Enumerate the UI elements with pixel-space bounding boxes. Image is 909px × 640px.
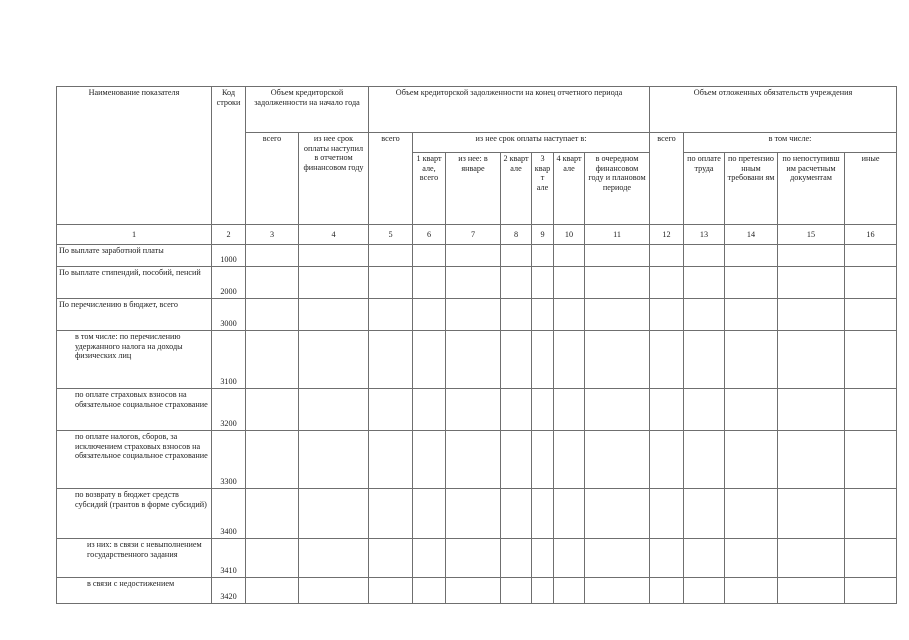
value-cell[interactable] (585, 539, 650, 578)
header-code: Код строки (212, 87, 246, 225)
row-label: из них: в связи с невыполнением государственного задания (57, 539, 212, 578)
row-code: 3200 (212, 389, 246, 431)
col-number: 1 (57, 225, 212, 245)
value-cell[interactable] (725, 299, 778, 331)
value-cell[interactable] (845, 431, 897, 489)
value-cell[interactable] (246, 299, 299, 331)
row-label: По выплате стипендий, пособий, пенсий (57, 267, 212, 299)
header-q1: 1 кварт але, всего (413, 153, 446, 225)
col-number: 7 (446, 225, 501, 245)
value-cell[interactable] (650, 267, 684, 299)
value-cell[interactable] (778, 245, 845, 267)
header-labor: по оплате труда (684, 153, 725, 225)
header-begin-total: всего (246, 133, 299, 225)
value-cell[interactable] (684, 267, 725, 299)
value-cell[interactable] (369, 578, 413, 604)
value-cell[interactable] (845, 389, 897, 431)
value-cell[interactable] (725, 245, 778, 267)
value-cell[interactable] (650, 539, 684, 578)
header-begin-group: Объем кредиторской задолженности на начало года (246, 87, 369, 133)
col-number: 3 (246, 225, 299, 245)
value-cell[interactable] (501, 431, 532, 489)
value-cell[interactable] (684, 539, 725, 578)
value-cell[interactable] (246, 489, 299, 539)
col-number: 2 (212, 225, 246, 245)
value-cell[interactable] (369, 267, 413, 299)
header-docs: по непоступивш им расчетным документам (778, 153, 845, 225)
report-sheet (56, 86, 896, 604)
value-cell[interactable] (554, 539, 585, 578)
row-label: По выплате заработной платы (57, 245, 212, 267)
header-end-due-group: из нее срок оплаты наступает в: (413, 133, 650, 153)
value-cell[interactable] (684, 299, 725, 331)
row-label: в том числе: по перечислению удержанного налога на доходы физических лиц (57, 331, 212, 389)
value-cell[interactable] (246, 389, 299, 431)
col-number: 11 (585, 225, 650, 245)
value-cell[interactable] (446, 431, 501, 489)
value-cell[interactable] (501, 539, 532, 578)
row-label: по оплате налогов, сборов, за исключением страховых взносов на обязательное социальное страхование (57, 431, 212, 489)
value-cell[interactable] (845, 299, 897, 331)
value-cell[interactable] (725, 431, 778, 489)
table-row (57, 299, 897, 331)
payables-table (56, 86, 897, 604)
value-cell[interactable] (369, 331, 413, 389)
value-cell[interactable] (446, 539, 501, 578)
header-q4: 4 кварт але (554, 153, 585, 225)
value-cell[interactable] (554, 331, 585, 389)
header-incl: в том числе: (684, 133, 897, 153)
value-cell[interactable] (369, 489, 413, 539)
header-name: Наименование показателя (57, 87, 212, 225)
col-number: 9 (532, 225, 554, 245)
value-cell[interactable] (299, 267, 369, 299)
value-cell[interactable] (413, 489, 446, 539)
header-q3: 3 кварт але (532, 153, 554, 225)
value-cell[interactable] (725, 331, 778, 389)
row-code: 3300 (212, 431, 246, 489)
value-cell[interactable] (501, 578, 532, 604)
value-cell[interactable] (446, 489, 501, 539)
value-cell[interactable] (299, 299, 369, 331)
value-cell[interactable] (532, 331, 554, 389)
value-cell[interactable] (778, 539, 845, 578)
value-cell[interactable] (845, 539, 897, 578)
value-cell[interactable] (501, 389, 532, 431)
value-cell[interactable] (585, 389, 650, 431)
table-row (57, 331, 897, 389)
value-cell[interactable] (532, 389, 554, 431)
value-cell[interactable] (684, 489, 725, 539)
value-cell[interactable] (684, 245, 725, 267)
header-q2: 2 кварт але (501, 153, 532, 225)
col-number: 15 (778, 225, 845, 245)
value-cell[interactable] (554, 389, 585, 431)
value-cell[interactable] (413, 331, 446, 389)
header-row-1 (57, 87, 897, 133)
table-row (57, 389, 897, 431)
value-cell[interactable] (778, 389, 845, 431)
table-row (57, 431, 897, 489)
value-cell[interactable] (650, 578, 684, 604)
value-cell[interactable] (501, 489, 532, 539)
header-claims: по претензио нным требовани ям (725, 153, 778, 225)
col-number: 12 (650, 225, 684, 245)
value-cell[interactable] (246, 539, 299, 578)
value-cell[interactable] (501, 299, 532, 331)
header-deferred-total: всего (650, 133, 684, 225)
col-number: 14 (725, 225, 778, 245)
value-cell[interactable] (725, 578, 778, 604)
table-row (57, 539, 897, 578)
value-cell[interactable] (413, 578, 446, 604)
value-cell[interactable] (684, 331, 725, 389)
value-cell[interactable] (650, 331, 684, 389)
row-code: 3000 (212, 299, 246, 331)
value-cell[interactable] (778, 331, 845, 389)
value-cell[interactable] (413, 299, 446, 331)
value-cell[interactable] (725, 489, 778, 539)
value-cell[interactable] (845, 245, 897, 267)
header-end-total: всего (369, 133, 413, 225)
value-cell[interactable] (446, 389, 501, 431)
value-cell[interactable] (532, 539, 554, 578)
column-number-row (57, 225, 897, 245)
value-cell[interactable] (650, 389, 684, 431)
value-cell[interactable] (845, 267, 897, 299)
col-number: 5 (369, 225, 413, 245)
value-cell[interactable] (684, 389, 725, 431)
table-row (57, 489, 897, 539)
header-next-period: в очередном финансовом году и плановом периоде (585, 153, 650, 225)
value-cell[interactable] (299, 578, 369, 604)
value-cell[interactable] (299, 389, 369, 431)
value-cell[interactable] (554, 431, 585, 489)
header-end-group: Объем кредиторской задолженности на конец отчетного периода (369, 87, 650, 133)
row-label: По перечислению в бюджет, всего (57, 299, 212, 331)
value-cell[interactable] (778, 299, 845, 331)
value-cell[interactable] (246, 267, 299, 299)
row-label: по оплате страховых взносов на обязательное социальное страхование (57, 389, 212, 431)
value-cell[interactable] (501, 267, 532, 299)
value-cell[interactable] (299, 431, 369, 489)
value-cell[interactable] (778, 578, 845, 604)
value-cell[interactable] (246, 578, 299, 604)
header-deferred-group: Объем отложенных обязательств учреждения (650, 87, 897, 133)
value-cell[interactable] (650, 489, 684, 539)
col-number: 8 (501, 225, 532, 245)
value-cell[interactable] (554, 578, 585, 604)
value-cell[interactable] (778, 431, 845, 489)
value-cell[interactable] (413, 431, 446, 489)
value-cell[interactable] (650, 431, 684, 489)
row-code: 3420 (212, 578, 246, 604)
header-other: иные (845, 153, 897, 225)
row-code: 3400 (212, 489, 246, 539)
row-label: по возврату в бюджет средств субсидий (грантов в форме субсидий) (57, 489, 212, 539)
value-cell[interactable] (725, 539, 778, 578)
value-cell[interactable] (446, 578, 501, 604)
value-cell[interactable] (684, 431, 725, 489)
value-cell[interactable] (446, 245, 501, 267)
value-cell[interactable] (446, 267, 501, 299)
value-cell[interactable] (532, 299, 554, 331)
value-cell[interactable] (532, 578, 554, 604)
value-cell[interactable] (585, 489, 650, 539)
value-cell[interactable] (501, 331, 532, 389)
value-cell[interactable] (446, 299, 501, 331)
value-cell[interactable] (585, 431, 650, 489)
value-cell[interactable] (246, 331, 299, 389)
value-cell[interactable] (299, 489, 369, 539)
table-row (57, 245, 897, 267)
row-code: 3410 (212, 539, 246, 578)
col-number: 16 (845, 225, 897, 245)
value-cell[interactable] (413, 539, 446, 578)
value-cell[interactable] (369, 431, 413, 489)
value-cell[interactable] (446, 331, 501, 389)
row-code: 1000 (212, 245, 246, 267)
value-cell[interactable] (585, 267, 650, 299)
value-cell[interactable] (299, 245, 369, 267)
value-cell[interactable] (725, 267, 778, 299)
table-row (57, 578, 897, 604)
value-cell[interactable] (413, 245, 446, 267)
table-row (57, 267, 897, 299)
value-cell[interactable] (299, 331, 369, 389)
value-cell[interactable] (725, 389, 778, 431)
header-january: из нее: в январе (446, 153, 501, 225)
value-cell[interactable] (585, 578, 650, 604)
col-number: 4 (299, 225, 369, 245)
col-number: 6 (413, 225, 446, 245)
col-number: 10 (554, 225, 585, 245)
row-code: 2000 (212, 267, 246, 299)
header-begin-due: из нее срок оплаты наступил в отчетном финансовом году (299, 133, 369, 225)
value-cell[interactable] (554, 245, 585, 267)
value-cell[interactable] (413, 267, 446, 299)
row-label: в связи с недостижением (57, 578, 212, 604)
value-cell[interactable] (554, 489, 585, 539)
value-cell[interactable] (585, 299, 650, 331)
value-cell[interactable] (369, 389, 413, 431)
value-cell[interactable] (554, 299, 585, 331)
value-cell[interactable] (501, 245, 532, 267)
row-code: 3100 (212, 331, 246, 389)
value-cell[interactable] (845, 578, 897, 604)
value-cell[interactable] (532, 489, 554, 539)
value-cell[interactable] (845, 331, 897, 389)
value-cell[interactable] (246, 245, 299, 267)
value-cell[interactable] (369, 539, 413, 578)
value-cell[interactable] (246, 431, 299, 489)
value-cell[interactable] (585, 245, 650, 267)
value-cell[interactable] (650, 299, 684, 331)
value-cell[interactable] (369, 245, 413, 267)
value-cell[interactable] (369, 299, 413, 331)
value-cell[interactable] (532, 267, 554, 299)
value-cell[interactable] (554, 267, 585, 299)
value-cell[interactable] (585, 331, 650, 389)
value-cell[interactable] (650, 245, 684, 267)
value-cell[interactable] (845, 489, 897, 539)
value-cell[interactable] (413, 389, 446, 431)
value-cell[interactable] (299, 539, 369, 578)
value-cell[interactable] (532, 245, 554, 267)
value-cell[interactable] (532, 431, 554, 489)
value-cell[interactable] (778, 489, 845, 539)
value-cell[interactable] (684, 578, 725, 604)
value-cell[interactable] (778, 267, 845, 299)
col-number: 13 (684, 225, 725, 245)
